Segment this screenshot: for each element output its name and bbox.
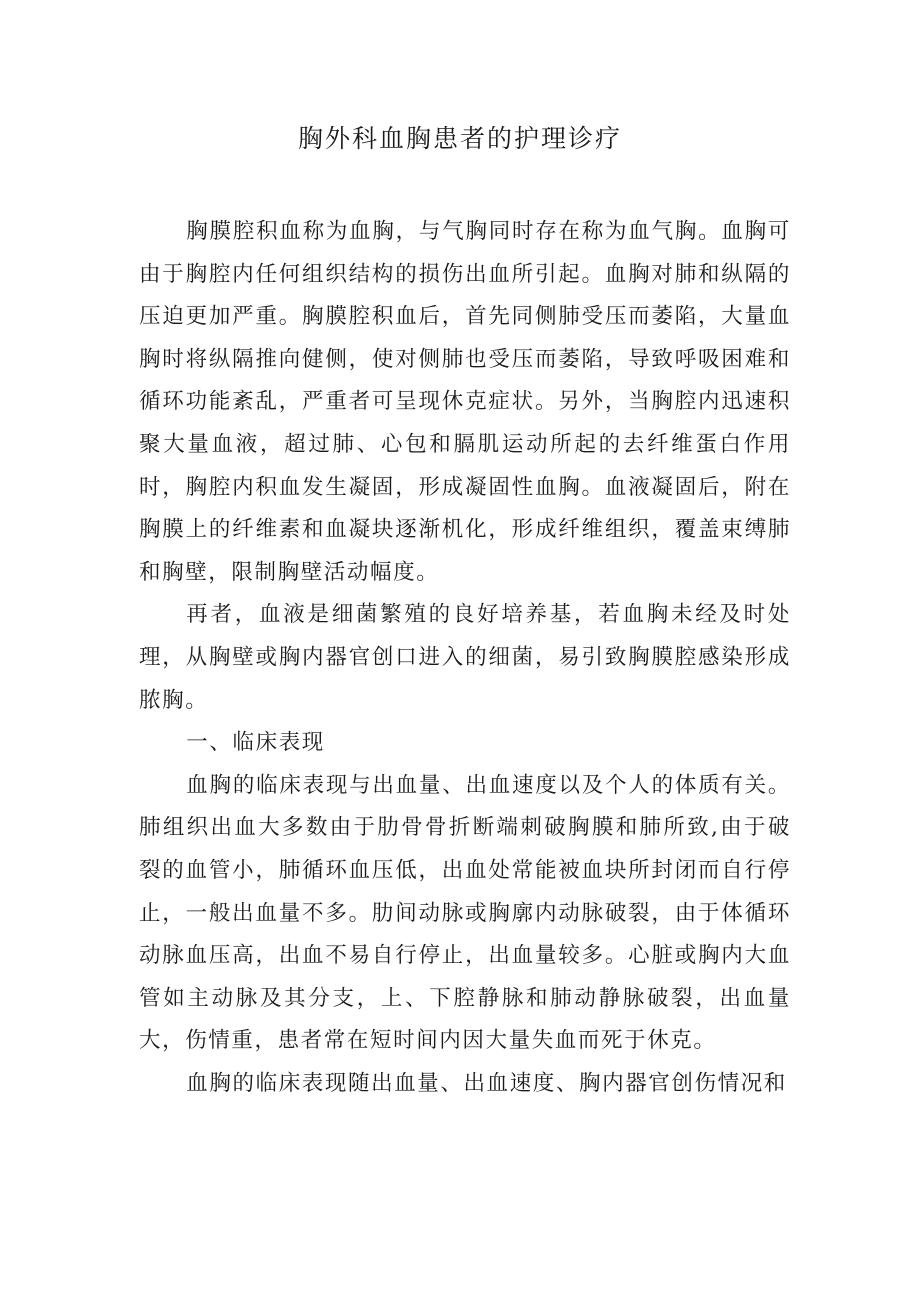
- paragraph-hemothorax-definition: 胸膜腔积血称为血胸，与气胸同时存在称为血气胸。血胸可由于胸腔内任何组织结构的损伤出血所引起。血胸对肺和纵隔的压迫更加严重。胸膜腔积血后，首先同侧肺受压而萎陷，大量血胸时将纵隔推向健侧，使对侧肺也受压而萎陷，导致呼吸困难和循环功能紊乱，严重者可呈现休克症状。另外，当胸腔内迅速积聚大量血液，超过肺、心包和膈肌运动所起的去纤维蛋白作用时，胸腔内积血发生凝固，形成凝固性血胸。血液凝固后，附在胸膜上的纤维素和血凝块逐渐机化，形成纤维组织，覆盖束缚肺和胸壁，限制胸壁活动幅度。: [139, 219, 791, 585]
- document-title: 胸外科血胸患者的护理诊疗: [297, 124, 622, 153]
- paragraph-infection-risk: 再者，血液是细菌繁殖的良好培养基，若血胸未经及时处理，从胸壁或胸内器官创口进入的细菌，易引致胸膜腔感染形成脓胸。: [139, 602, 791, 713]
- document-body: [139, 211, 791, 1105]
- paragraph-clinical-variation: 血胸的临床表现随出血量、出血速度、胸内器官创伤情况和: [186, 1070, 787, 1096]
- section-heading-clinical-manifestations: 一、临床表现: [186, 730, 325, 756]
- paragraph-bleeding-sources: 血胸的临床表现与出血量、出血速度以及个人的体质有关。肺组织出血大多数由于肋骨骨折断端刺破胸膜和肺所致,由于破裂的血管小，肺循环血压低，出血处常能被血块所封闭而自行停止，一般出血量不多。肋间动脉或胸廓内动脉破裂，由于体循环动脉血压高，出血不易自行停止，出血量较多。心脏或胸内大血管如主动脉及其分支，上、下腔静脉和肺动静脉破裂，出血量大，伤情重，患者常在短时间内因大量失血而死于休克。: [139, 772, 791, 1054]
